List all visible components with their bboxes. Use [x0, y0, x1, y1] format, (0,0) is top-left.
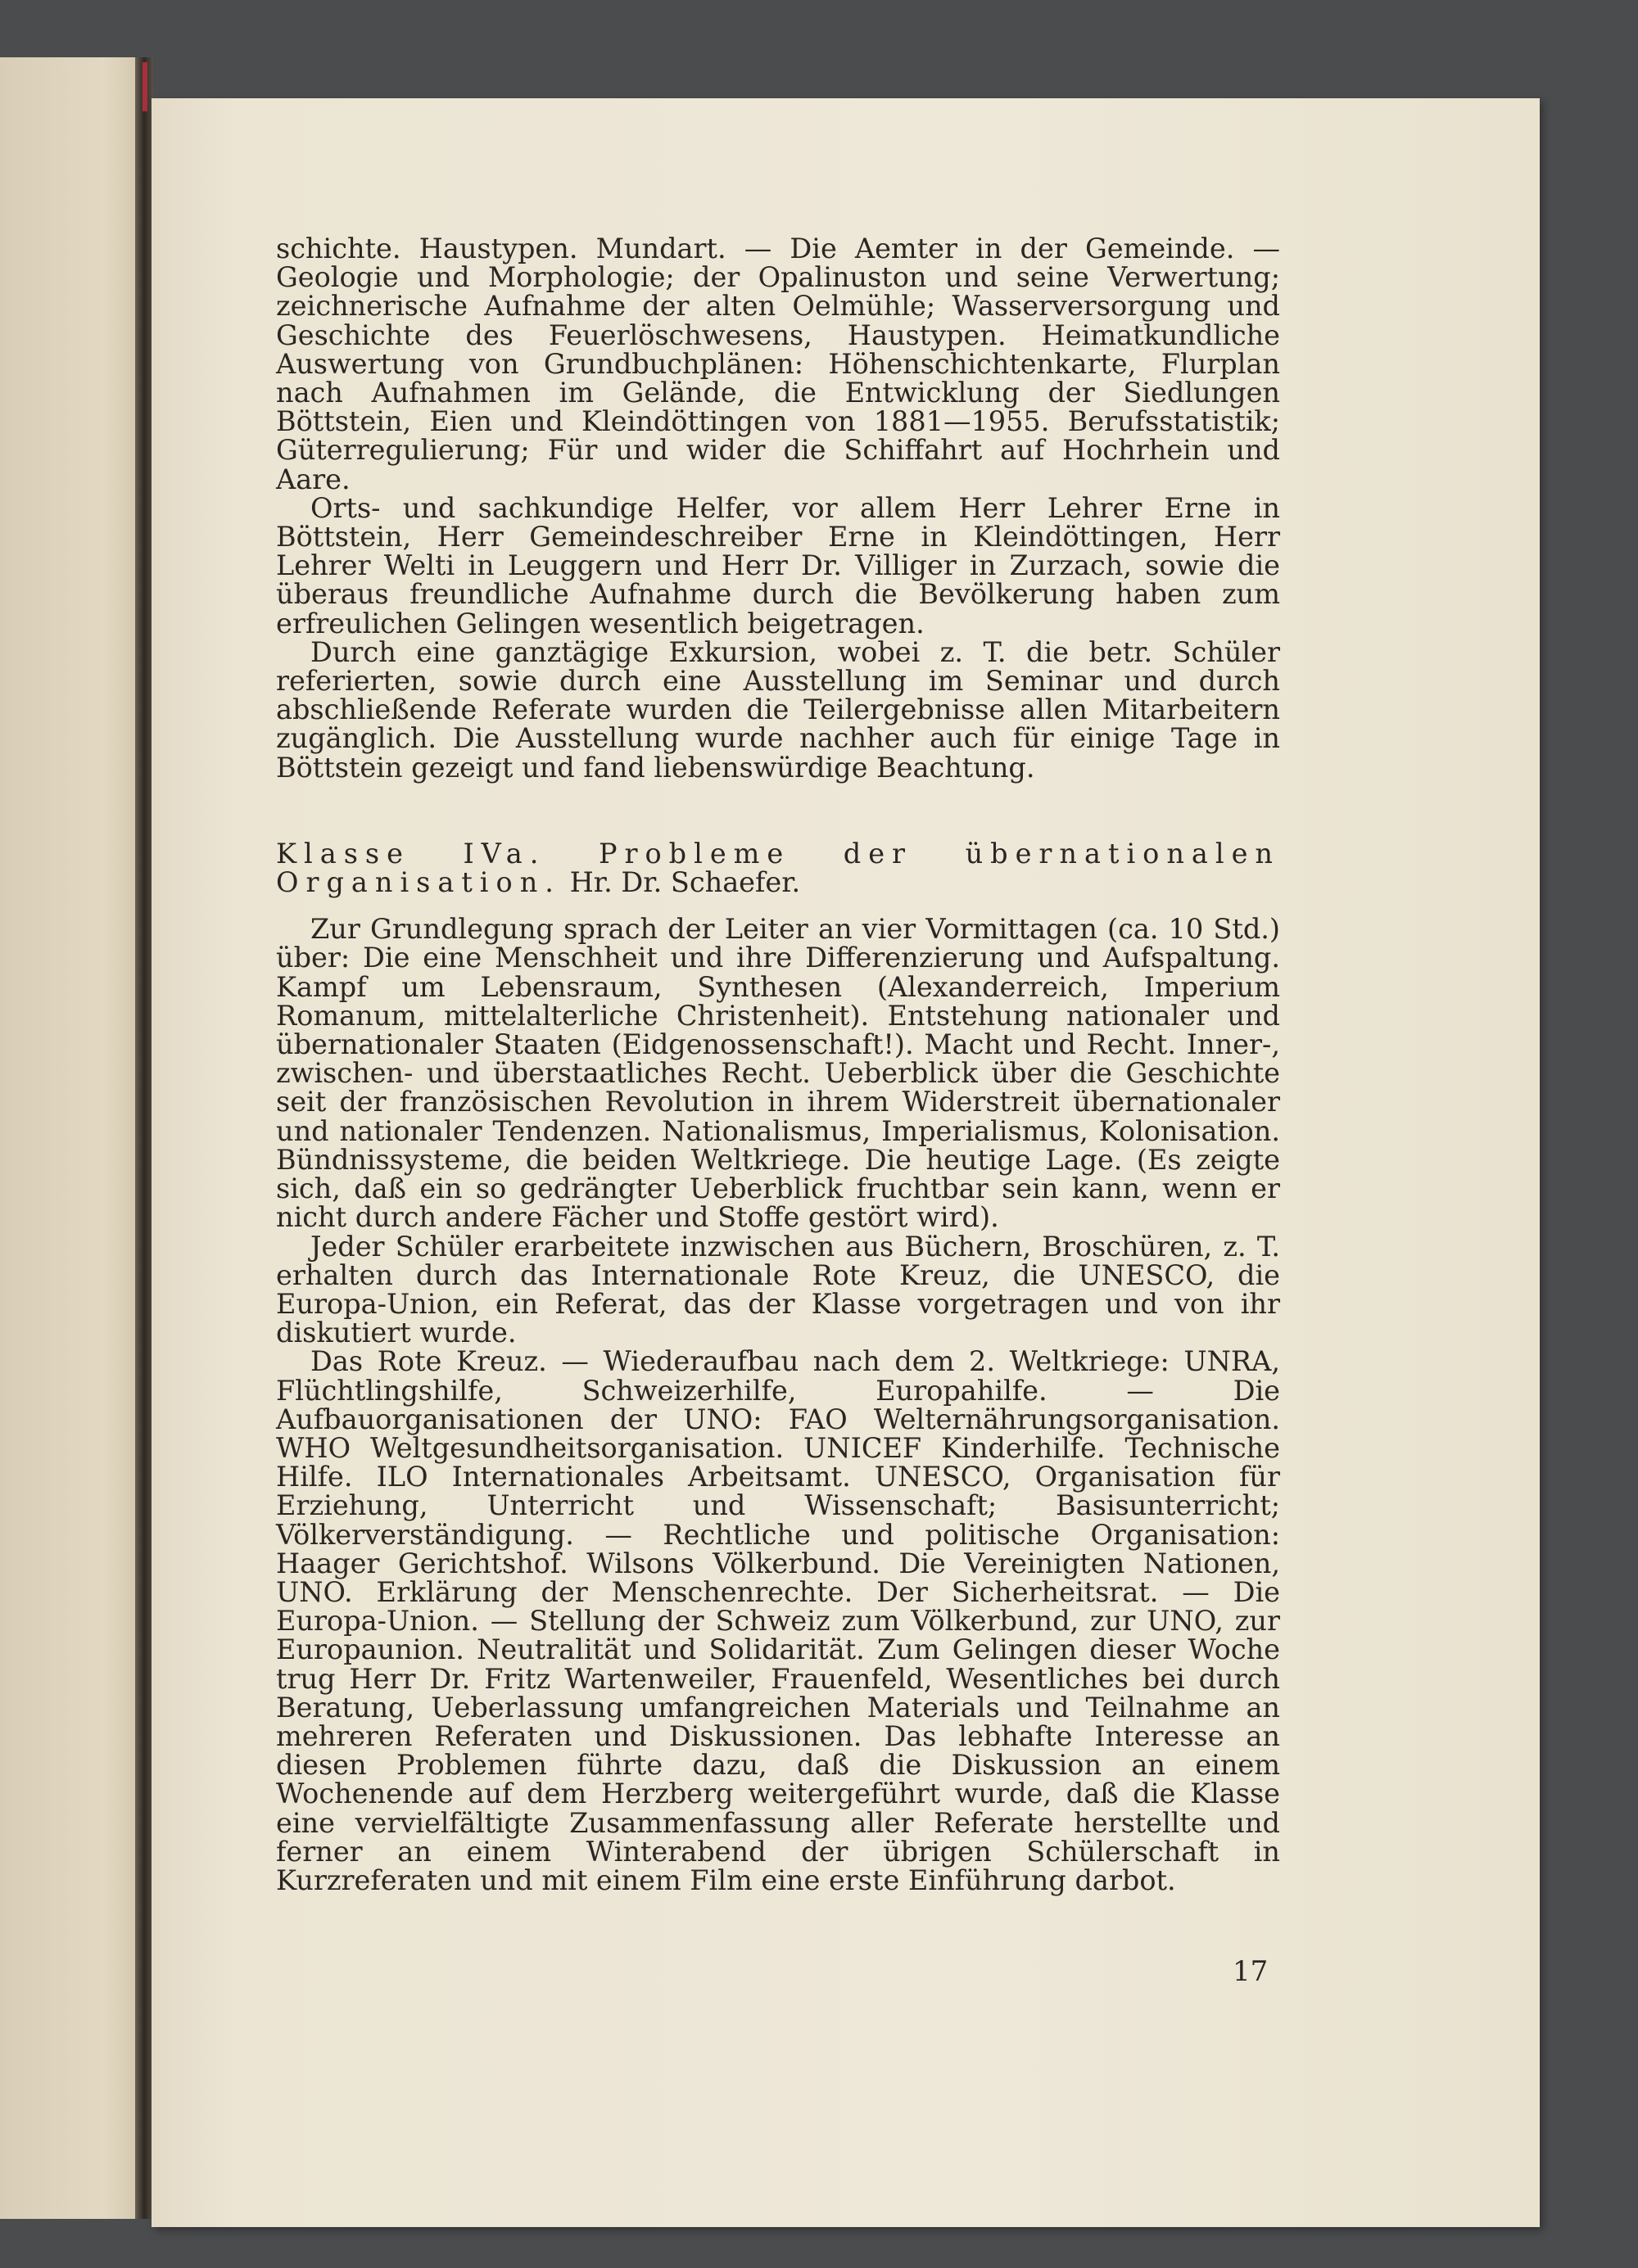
section-teacher: Hr. Dr. Schaefer. [569, 866, 801, 899]
paragraph: Das Rote Kreuz. — Wiederaufbau nach dem 2. Weltkriege: UNRA, Flüchtlingshilfe, Schweizerhilfe, Europahilfe. — Die Aufbauorganisationen der UNO: FAO Welternährungsorganisation. WHO Weltgesundheitsorganisation. UNICEF Kinderhilfe. Technische Hilfe. ILO Internationales Arbeitsamt. UNESCO, Organisation für Erziehung, Unterricht und Wissenschaft; Basisunterricht; Völkerverständigung. — Rechtliche und politische Organisation: Haager Gerichtshof. Wilsons Völkerbund. Die Vereinigten Nationen, UNO. Erklärung der Menschenrechte. Der Sicherheitsrat. — Die Europa-Union. — Stellung der Schweiz zum Völkerbund, zur UNO, zur Europaunion. Neutralität und Solidarität. Zum Gelingen dieser Woche trug Herr Dr. Fritz Wartenweiler, Frauenfeld, Wesentliches bei durch Beratung, Ueberlassung umfangreichen Materials und Teilnahme an mehreren Referaten und Diskussionen. Das lebhafte Interesse an diesen Problemen führte dazu, daß die Diskussion an einem Wochenende auf dem Herzberg weitergeführt wurde, daß die Klasse eine vervielfältigte Zusammenfassung aller Referate herstellte und ferner an einem Winterabend der übrigen Schülerschaft in Kurzreferaten und mit einem Film eine erste Einführung darbot. [276, 1345, 1280, 1896]
paragraph: Zur Grundlegung sprach der Leiter an vier Vormittagen (ca. 10 Std.) über: Die eine Menschheit und ihre Differenzierung und Aufspaltung. Kampf um Lebensraum, Synthesen (Alexanderreich, Imperium Romanum, mittelalterliche Christenheit). Entstehung nationaler und übernationaler Staaten (Eidgenossenschaft!). Macht und Recht. Inner-, zwischen- und überstaatliches Recht. Ueberblick über die Geschichte seit der französischen Revolution in ihrem Widerstreit übernationaler und nationaler Tendenzen. Nationalismus, Imperialismus, Kolonisation. Bündnissysteme, die beiden Weltkriege. Die heutige Lage. (Es zeigte sich, daß ein so gedrängter Ueberblick fruchtbar sein kann, wenn er nicht durch andere Fächer und Stoffe gestört wird). [276, 913, 1280, 1234]
book-spine [135, 57, 153, 2219]
left-page-edge [0, 57, 147, 2219]
paragraph: Orts- und sachkundige Helfer, vor allem Herr Lehrer Erne in Böttstein, Herr Gemeindeschreiber Erne in Kleindöttingen, Herr Lehrer Welti in Leuggern und Herr Dr. Villiger in Zurzach, sowie die überaus freundliche Aufnahme durch die Bevölkerung haben zum erfreulichen Gelingen wesentlich beigetragen. [276, 491, 1280, 639]
text-block [276, 234, 1280, 1895]
paragraph: schichte. Haustypen. Mundart. — Die Aemter in der Gemeinde. — Geologie und Morphologie; der Opalinuston und seine Verwertung; zeichnerische Aufnahme der alten Oelmühle; Wasserversorgung und Geschichte des Feuerlöschwesens, Haustypen. Heimatkundliche Auswertung von Grundbuchplänen: Höhenschichtenkarte, Flurplan nach Aufnahmen im Gelände, die Entwicklung der Siedlungen Böttstein, Eien und Kleindöttingen von 1881—1955. Berufsstatistik; Güterregulierung; Für und wider die Schiffahrt auf Hochrhein und Aare. [276, 233, 1280, 495]
binding-thread [143, 62, 147, 111]
paragraph: Jeder Schüler erarbeitete inzwischen aus Büchern, Broschüren, z. T. erhalten durch das Internationale Rote Kreuz, die UNESCO, die Europa-Union, ein Referat, das der Klasse vorgetragen und von ihr diskutiert wurde. [276, 1230, 1280, 1349]
page-number: 17 [1233, 1955, 1269, 1988]
section-heading [276, 839, 1280, 897]
paragraph: Durch eine ganztägige Exkursion, wobei z. T. die betr. Schüler referierten, sowie durch eine Ausstellung im Seminar und durch abschließende Referate wurden die Teilergebnisse allen Mitarbeitern zugänglich. Die Ausstellung wurde nachher auch für einige Tage in Böttstein gezeigt und fand liebenswürdige Beachtung. [276, 635, 1280, 784]
section-title: Klasse IVa. Probleme der übernationalen Organisation. [276, 837, 1280, 899]
